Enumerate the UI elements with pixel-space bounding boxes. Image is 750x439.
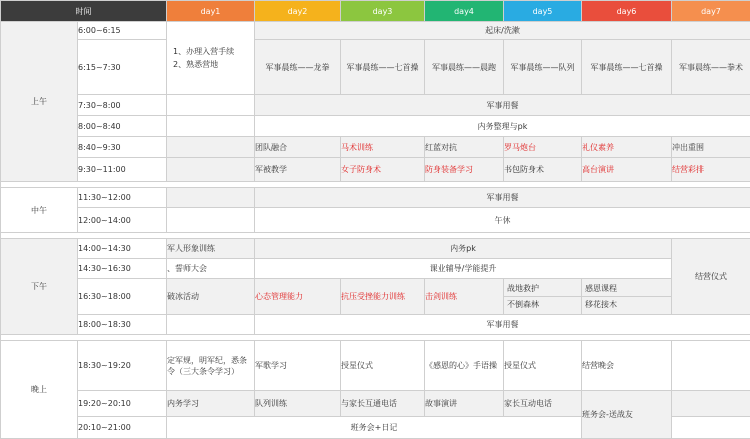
- activity-day3: 与家长互通电话: [341, 391, 425, 417]
- activity-day3: 授星仪式: [341, 341, 425, 391]
- activity-day6: 班务会-送战友: [582, 391, 672, 439]
- header-day6: day6: [582, 1, 672, 22]
- class-meeting-cell: 班务会+日记: [167, 417, 582, 439]
- day1-checkin-cell: [167, 22, 255, 95]
- time-cell: 19:20~20:10: [78, 391, 167, 417]
- activity-day1: 定军规，明军纪，悉条令（三大条令学习）: [167, 341, 255, 391]
- table-row: [1, 279, 750, 315]
- activity-day6: [582, 279, 672, 315]
- time-cell: 9:30~11:00: [78, 158, 167, 182]
- header-day5: day5: [504, 1, 582, 22]
- empty-cell: [167, 188, 255, 208]
- empty-cell: [167, 158, 255, 182]
- time-cell: 8:40~9:30: [78, 137, 167, 158]
- activity-day2: 心态管理能力: [255, 279, 341, 315]
- activity-day2: 团队融合: [255, 137, 341, 158]
- day1-item: 1、办理入营手续: [167, 45, 254, 58]
- header-day1: day1: [167, 1, 255, 22]
- activity-day5: 授星仪式: [504, 341, 582, 391]
- activity-day3: 马术训练: [341, 137, 425, 158]
- time-cell: 11:30~12:00: [78, 188, 167, 208]
- time-cell: 14:00~14:30: [78, 239, 167, 259]
- table-row: [1, 239, 750, 259]
- activity-day5: 书包防身术: [504, 158, 582, 182]
- table-row: [1, 315, 750, 335]
- time-cell: 16:30~18:00: [78, 279, 167, 315]
- day1-cell: 、誓师大会: [167, 259, 255, 279]
- empty-cell: [167, 95, 255, 116]
- activity-day5: [504, 279, 582, 315]
- table-row: [1, 95, 750, 116]
- table-row: [1, 259, 750, 279]
- empty-cell: [167, 208, 255, 233]
- drill-day3: 军事晨练——七首操: [341, 40, 425, 95]
- study-cell: 课业辅导/学能提升: [255, 259, 672, 279]
- day1-cell: 军人形象训练: [167, 239, 255, 259]
- table-row: [1, 158, 750, 182]
- table-row: [1, 40, 750, 95]
- time-cell: 14:30~16:30: [78, 259, 167, 279]
- day5-second-activity: 不倒森林: [504, 297, 581, 312]
- drill-day6: 军事晨练——七首操: [582, 40, 672, 95]
- activity-day3: 女子防身术: [341, 158, 425, 182]
- empty-cell: [167, 137, 255, 158]
- header-day7: day7: [672, 1, 750, 22]
- neiwu-cell: 内务pk: [255, 239, 672, 259]
- table-row: [1, 137, 750, 158]
- empty-cell: [672, 417, 750, 439]
- dinner-cell: 军事用餐: [255, 315, 750, 335]
- activity-day1: 内务学习: [167, 391, 255, 417]
- time-cell: 18:00~18:30: [78, 315, 167, 335]
- activity-day6: 高台演讲: [582, 158, 672, 182]
- day6-second-activity: 移花接木: [582, 297, 671, 312]
- tidy-cell: 内务整理与pk: [255, 116, 750, 137]
- activity-day4: 防身装备学习: [425, 158, 504, 182]
- activity-day7: 冲出重围: [672, 137, 750, 158]
- activity-day2: 队列训练: [255, 391, 341, 417]
- time-cell: 20:10~21:00: [78, 417, 167, 439]
- activity-day3: 抗压受挫能力训练: [341, 279, 425, 315]
- lunch-cell: 军事用餐: [255, 188, 750, 208]
- drill-day7: 军事晨练——拳术: [672, 40, 750, 95]
- table-row: [1, 391, 750, 417]
- day1-cell: 破冰活动: [167, 279, 255, 315]
- table-row: [1, 188, 750, 208]
- breakfast-cell: 军事用餐: [255, 95, 750, 116]
- header-day2: day2: [255, 1, 341, 22]
- time-cell: 8:00~8:40: [78, 116, 167, 137]
- activity-day7: 结营彩排: [672, 158, 750, 182]
- drill-day4: 军事晨练——晨跑: [425, 40, 504, 95]
- activity-day4: 击剑训练: [425, 279, 504, 315]
- drill-day5: 军事晨练——队列: [504, 40, 582, 95]
- drill-day2: 军事晨练——龙拳: [255, 40, 341, 95]
- empty-cell: [167, 315, 255, 335]
- time-cell: 18:30~19:20: [78, 341, 167, 391]
- activity-day2: 军被教学: [255, 158, 341, 182]
- activity-day4: 《感恩的心》手语操: [425, 341, 504, 391]
- header-day3: day3: [341, 1, 425, 22]
- wake-cell: 起床/洗漱: [255, 22, 750, 40]
- table-row: [1, 341, 750, 391]
- time-cell: 12:00~14:00: [78, 208, 167, 233]
- day5-first-activity: 战地救护: [504, 281, 581, 297]
- activity-day5: 家长互动电话: [504, 391, 582, 417]
- activity-day4: 故事演讲: [425, 391, 504, 417]
- period-noon: 中午: [1, 188, 78, 233]
- activity-day4: 红蓝对抗: [425, 137, 504, 158]
- table-row: [1, 116, 750, 137]
- period-evening: 晚上: [1, 341, 78, 439]
- time-cell: 7:30~8:00: [78, 95, 167, 116]
- header-day4: day4: [425, 1, 504, 22]
- activity-day5: 罗马炮台: [504, 137, 582, 158]
- table-row: [1, 208, 750, 233]
- period-morning: 上午: [1, 22, 78, 182]
- header-row: [1, 1, 750, 22]
- empty-cell: [672, 341, 750, 391]
- closing-ceremony-cell: 结营仪式: [672, 239, 750, 315]
- day1-item: 2、熟悉营地: [167, 58, 254, 71]
- period-afternoon: 下午: [1, 239, 78, 335]
- empty-cell: [672, 391, 750, 417]
- table-row: [1, 22, 750, 40]
- activity-day6: 结营晚会: [582, 341, 672, 391]
- empty-cell: [167, 116, 255, 137]
- day6-first-activity: 感恩课程: [582, 281, 671, 297]
- rest-cell: 午休: [255, 208, 750, 233]
- header-time: 时间: [1, 1, 167, 22]
- time-cell: 6:15~7:30: [78, 40, 167, 95]
- activity-day6: 礼仪素养: [582, 137, 672, 158]
- time-cell: 6:00~6:15: [78, 22, 167, 40]
- activity-day2: 军歌学习: [255, 341, 341, 391]
